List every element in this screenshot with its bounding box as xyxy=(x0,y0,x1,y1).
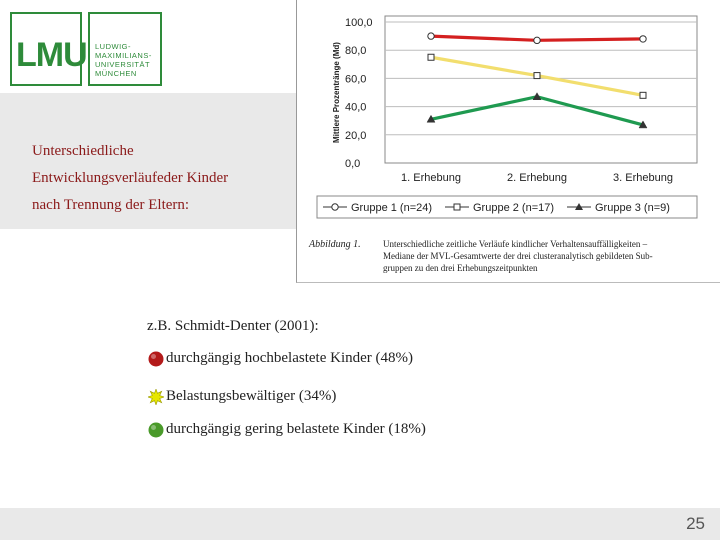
caption-label: Abbildung 1. xyxy=(309,239,361,250)
y-tick-label: 80,0 xyxy=(345,45,367,58)
caption-line: gruppen zu den drei Erhebungszeitpunkten xyxy=(383,263,538,273)
logo-word: LUDWIG- xyxy=(95,42,131,51)
legend-marker xyxy=(454,204,460,210)
line-chart xyxy=(297,0,720,282)
y-axis-label: Mittlere Prozentränge (Md) xyxy=(332,42,341,143)
bullet-text: durchgängig hochbelastete Kinder (48%) xyxy=(166,350,413,366)
data-point xyxy=(428,54,434,60)
citation: z.B. Schmidt-Denter (2001): xyxy=(147,318,319,334)
y-tick-label: 20,0 xyxy=(345,129,367,142)
green-ball-icon xyxy=(148,422,164,438)
logo-word: MÜNCHEN xyxy=(95,69,137,78)
x-tick-label: 3. Erhebung xyxy=(613,172,673,184)
logo-word: UNIVERSITÄT xyxy=(95,60,151,69)
y-tick-label: 60,0 xyxy=(345,73,367,86)
x-tick-label: 2. Erhebung xyxy=(507,172,567,184)
page-number: 25 xyxy=(686,514,705,533)
title-line: Unterschiedliche xyxy=(32,143,134,159)
y-tick-label: 0,0 xyxy=(345,158,361,170)
data-point xyxy=(428,33,434,39)
data-point xyxy=(534,37,540,43)
logo-words-box xyxy=(88,12,162,86)
bullet-item-coping xyxy=(148,388,336,405)
y-tick-label: 40,0 xyxy=(345,101,367,114)
data-point xyxy=(640,36,646,42)
bullet-item-low xyxy=(148,421,426,438)
data-point xyxy=(640,92,646,98)
red-ball-icon xyxy=(148,351,164,367)
footer-bar xyxy=(0,508,720,540)
lmu-logo xyxy=(10,12,162,86)
series-line xyxy=(431,97,643,125)
bullet-text: durchgängig gering belastete Kinder (18%) xyxy=(166,421,426,437)
legend-label: Gruppe 3 (n=9) xyxy=(595,202,670,214)
bullet-item-high xyxy=(148,350,413,367)
caption-line: Unterschiedliche zeitliche Verläufe kindlicher Verhaltensauffälligkeiten – xyxy=(383,239,648,249)
yellow-star-icon xyxy=(148,389,164,405)
logo-mark-box xyxy=(10,12,87,86)
legend-label: Gruppe 1 (n=24) xyxy=(351,202,433,214)
slide-title xyxy=(32,138,292,219)
bullet-text: Belastungsbewältiger (34%) xyxy=(166,388,337,404)
data-point xyxy=(534,73,540,79)
logo-words xyxy=(95,42,152,78)
chart-figure xyxy=(296,0,720,283)
y-tick-label: 100,0 xyxy=(345,17,373,29)
caption-line: Mediane der MVL-Gesamtwerte der drei clusteranalytisch gebildeten Sub- xyxy=(383,251,653,261)
logo-mark: LMU xyxy=(16,36,87,74)
title-line: nach Trennung der Eltern: xyxy=(32,197,190,213)
legend-label: Gruppe 2 (n=17) xyxy=(473,202,555,214)
legend-marker xyxy=(332,204,338,210)
logo-word: MAXIMILIANS- xyxy=(95,51,152,60)
x-tick-label: 1. Erhebung xyxy=(401,172,461,184)
title-line: Entwicklungsverläufeder Kinder xyxy=(32,170,229,186)
